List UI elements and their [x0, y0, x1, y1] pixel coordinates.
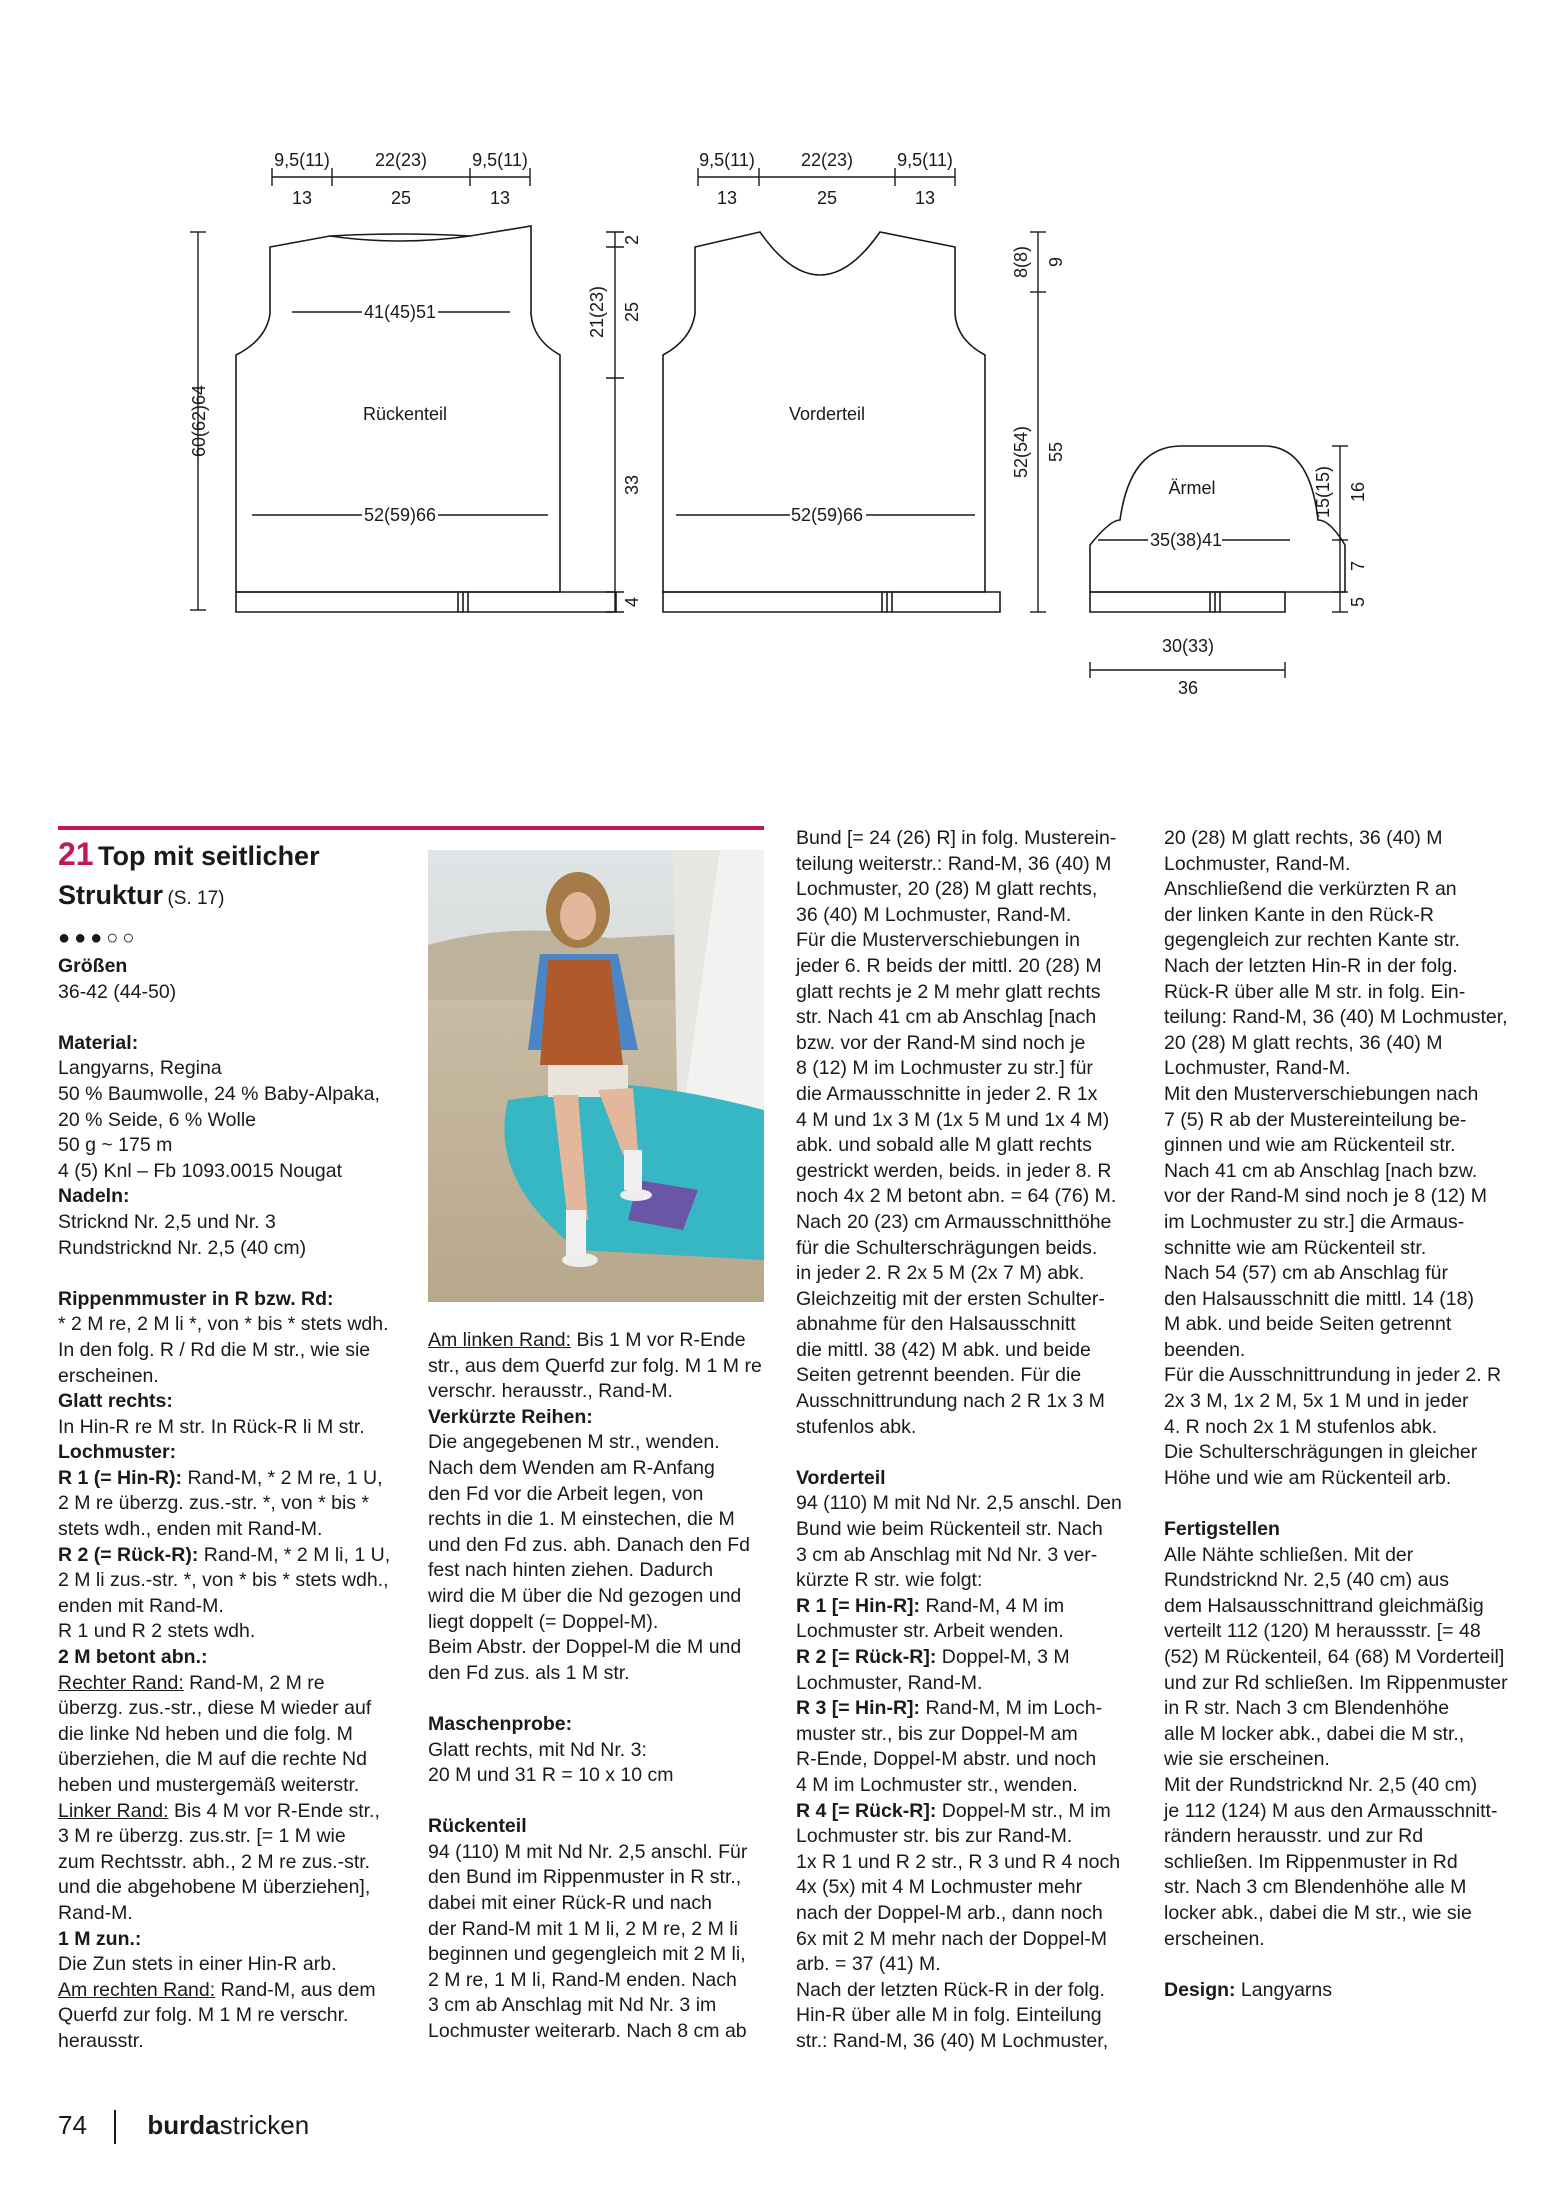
text-line: Alle Nähte schließen. Mit der [1164, 1543, 1414, 1566]
text-line: herausstr. [58, 2029, 144, 2052]
text-line: Bund wie beim Rückenteil str. Nach [796, 1518, 1103, 1541]
text-line: M abk. und beide Seiten getrennt [1164, 1313, 1452, 1336]
text-line: Verkürzte Reihen: [428, 1405, 593, 1428]
pattern-header [58, 827, 418, 950]
back-top-dim-2: 22(23) [374, 150, 428, 170]
text-line: in R str. Nach 3 cm Blendenhöhe [1164, 1697, 1450, 1720]
text-line [1164, 1978, 1524, 2004]
text-line: Die Zun stets in einer Hin-R arb. [58, 1953, 337, 1976]
inline-text: Rand-M, 4 M im [920, 1594, 1065, 1617]
text-column-3 [796, 826, 1136, 2055]
inline-label: Rechter Rand: [58, 1671, 184, 1694]
text-line: Nach 20 (23) cm Armausschnitthöhe [796, 1210, 1112, 1233]
schematic-drawing [0, 0, 1551, 720]
inline-label: Am rechten Rand: [58, 1978, 216, 2001]
back-top-dim2-1: 13 [291, 188, 313, 208]
front-height-a: 52(54) [1011, 425, 1031, 479]
text-line: Material: [58, 1031, 139, 1054]
text-line: für die Schulterschrägungen beids. [796, 1236, 1098, 1259]
sleeve-side: 7 [1348, 560, 1368, 572]
back-width-lower: 52(59)66 [363, 505, 437, 525]
text-line: Anschließend die verkürzten R an [1164, 878, 1457, 901]
text-line: rechts in die 1. M einstechen, die M [428, 1508, 735, 1531]
inline-text: Langyarns [1235, 1978, 1332, 2001]
text-line: 20 (28) M glatt rechts, 36 (40) M [1164, 827, 1443, 849]
text-line: 36-42 (44-50) [58, 980, 177, 1003]
text-line: muster str., bis zur Doppel-M am [796, 1722, 1078, 1745]
inline-text: Doppel-M str., M im [936, 1799, 1111, 1822]
text-line: 20 M und 31 R = 10 x 10 cm [428, 1764, 674, 1787]
text-line: Seiten getrennt beenden. Für die [796, 1364, 1082, 1387]
paragraph-gap [428, 1789, 768, 1815]
back-top-dim-3: 9,5(11) [472, 150, 528, 170]
back-top-dim2-2: 25 [390, 188, 412, 208]
text-line: In den folg. R / Rd die M str., wie sie [58, 1338, 371, 1361]
text-line: Querfd zur folg. M 1 M re verschr. [58, 2004, 349, 2027]
inline-text: Bis 1 M vor R-Ende [571, 1329, 746, 1351]
text-line: die mittl. 38 (42) M abk. und beide [796, 1338, 1091, 1361]
text-line: und den Fd zus. abh. Danach den Fd [428, 1533, 750, 1556]
text-line: 20 % Seide, 6 % Wolle [58, 1108, 256, 1131]
front-width-lower: 52(59)66 [790, 505, 864, 525]
text-line: und zur Rd schließen. Im Rippenmuster [1164, 1671, 1508, 1694]
text-line: den Bund im Rippenmuster in R str., [428, 1866, 742, 1889]
text-line: gegengleich zur rechten Kante str. [1164, 929, 1460, 952]
text-line: fest nach hinten ziehen. Dadurch [428, 1559, 714, 1582]
page-number: 74 [58, 2110, 87, 2140]
text-line: str.: Rand-M, 36 (40) M Lochmuster, [796, 2029, 1109, 2052]
text-line: Lochmuster, 20 (28) M glatt rechts, [796, 878, 1098, 901]
text-line: der Rand-M mit 1 M li, 2 M re, 2 M li [428, 1917, 738, 1940]
inline-label: Am linken Rand: [428, 1329, 572, 1351]
text-line: Hin-R über alle M in folg. Einteilung [796, 2004, 1102, 2027]
back-rib-dim: 4 [622, 596, 642, 608]
back-height-total: 60(62)64 [189, 384, 209, 458]
text-line: Die Schulterschrägungen in gleicher [1164, 1441, 1478, 1464]
text-line: Fertigstellen [1164, 1518, 1280, 1541]
text-column-4 [1164, 826, 1524, 2003]
back-label: Rückenteil [362, 404, 448, 424]
front-height-b: 55 [1046, 441, 1066, 463]
text-line: Langyarns, Regina [58, 1057, 222, 1080]
inline-text: Rand-M, * 2 M li, 1 U, [198, 1543, 391, 1566]
model-photo [428, 850, 764, 1302]
text-line: Lochmuster: [58, 1441, 177, 1464]
text-line: 94 (110) M mit Nd Nr. 2,5 anschl. Für [428, 1840, 748, 1863]
text-line: str. Nach 3 cm Blendenhöhe alle M [1164, 1876, 1467, 1899]
text-line: 50 g ~ 175 m [58, 1134, 173, 1157]
back-armhole-b: 25 [622, 301, 642, 323]
inline-label: R 1 (= Hin-R): [58, 1466, 183, 1489]
text-line: erscheinen. [58, 1364, 159, 1387]
text-line: arb. = 37 (41) M. [796, 1953, 941, 1976]
text-line: bzw. vor der Rand-M sind noch je [796, 1031, 1086, 1054]
text-line: Größen [58, 955, 128, 977]
inline-label: Linker Rand: [58, 1799, 169, 1822]
text-line: rändern herausstr. und zur Rd [1164, 1825, 1424, 1848]
text-line: Beim Abstr. der Doppel-M die M und [428, 1636, 742, 1659]
text-line: 1 M zun.: [58, 1927, 142, 1950]
front-neck-a: 8(8) [1011, 245, 1031, 279]
text-line: str., aus dem Querfd zur folg. M 1 M re [428, 1354, 762, 1377]
text-line: überzg. zus.-str., diese M wieder auf [58, 1697, 372, 1720]
text-line: Gleichzeitig mit der ersten Schulter- [796, 1287, 1105, 1310]
text-line: locker abk., dabei die M str., wie sie [1164, 1901, 1472, 1924]
text-line: Nach 41 cm ab Anschlag [nach bzw. [1164, 1159, 1478, 1182]
text-line: ginnen und wie am Rückenteil str. [1164, 1134, 1456, 1157]
text-line: 50 % Baumwolle, 24 % Baby-Alpaka, [58, 1082, 380, 1105]
front-top-dim-1: 9,5(11) [699, 150, 755, 170]
text-line: 20 (28) M glatt rechts, 36 (40) M [1164, 1031, 1443, 1054]
text-line: beenden. [1164, 1338, 1246, 1361]
inline-label: R 4 [= Rück-R]: [796, 1799, 937, 1822]
text-line: Rundstricknd Nr. 2,5 (40 cm) [58, 1236, 307, 1259]
text-line: In Hin-R re M str. In Rück-R li M str. [58, 1415, 365, 1438]
text-line: Lochmuster weiterarb. Nach 8 cm ab [428, 2020, 747, 2043]
text-line [58, 1799, 418, 1825]
difficulty-rating: ●●●○○ [58, 927, 139, 949]
text-line: Rand-M. [58, 1901, 133, 1924]
text-line: beginnen und gegengleich mit 2 M li, [428, 1943, 746, 1966]
text-line: Glatt rechts: [58, 1390, 173, 1413]
text-line: R 1 und R 2 stets wdh. [58, 1620, 256, 1643]
inline-label: R 1 [= Hin-R]: [796, 1594, 921, 1617]
text-line: 7 (5) R ab der Mustereinteilung be- [1164, 1108, 1467, 1131]
inline-label: Design: [1164, 1978, 1236, 2001]
text-line [796, 1696, 1136, 1722]
text-line: 4x (5x) mit 4 M Lochmuster mehr [796, 1876, 1083, 1899]
text-line: der linken Kante in den Rück-R [1164, 903, 1434, 926]
text-line: heben und mustergemäß weiterstr. [58, 1774, 360, 1796]
text-line: liegt doppelt (= Doppel-M). [428, 1610, 659, 1633]
sleeve-width-lower-b: 36 [1177, 678, 1199, 698]
back-top-dim-1: 9,5(11) [274, 150, 330, 170]
text-line: Rippenmmuster in R bzw. Rd: [58, 1287, 334, 1310]
footer-divider [114, 2110, 116, 2144]
text-line: stets wdh., enden mit Rand-M. [58, 1518, 323, 1541]
back-width-upper: 41(45)51 [363, 302, 437, 322]
text-line: Maschenprobe: [428, 1712, 573, 1735]
text-line: Für die Ausschnittrundung in jeder 2. R [1164, 1364, 1502, 1387]
text-column-2 [428, 1328, 768, 2045]
text-line [796, 1645, 1136, 1671]
text-line: den Fd zus. als 1 M str. [428, 1661, 630, 1684]
text-line: enden mit Rand-M. [58, 1594, 224, 1617]
back-top-dim2-3: 13 [489, 188, 511, 208]
text-line [58, 1543, 418, 1569]
text-line: verschr. herausstr., Rand-M. [428, 1380, 673, 1403]
text-line: abk. und sobald alle M glatt rechts [796, 1134, 1092, 1157]
text-line: abnahme für den Halsausschnitt [796, 1313, 1076, 1336]
text-line: 2 M li zus.-str. *, von * bis * stets wdh., [58, 1569, 389, 1592]
sleeve-label: Ärmel [1168, 478, 1216, 498]
inline-text: Rand-M, M im Loch- [920, 1697, 1103, 1720]
front-top-dim-3: 9,5(11) [897, 150, 953, 170]
text-line: str. Nach 41 cm ab Anschlag [nach [796, 1006, 1097, 1029]
text-line: Rück-R über alle M str. in folg. Ein- [1164, 980, 1466, 1003]
text-line [796, 1799, 1136, 1825]
text-line: schließen. Im Rippenmuster in Rd [1164, 1850, 1458, 1873]
text-line: kürzte R str. wie folgt: [796, 1569, 983, 1592]
text-line: zum Rechtsstr. abh., 2 M re zus.-str. [58, 1850, 371, 1873]
text-line: wird die M über die Nd gezogen und [428, 1584, 742, 1607]
schematic-main [0, 0, 1551, 720]
text-line [58, 1466, 418, 1492]
back-body: 33 [622, 474, 642, 496]
text-line: 4 M und 1x 3 M (1x 5 M und 1x 4 M) [796, 1108, 1110, 1131]
text-line: dabei mit einer Rück-R und nach [428, 1892, 712, 1915]
text-line: 2 M betont abn.: [58, 1646, 208, 1669]
text-line: 36 (40) M Lochmuster, Rand-M. [796, 903, 1072, 926]
inline-text: Rand-M, * 2 M re, 1 U, [182, 1466, 383, 1489]
page-reference: (S. 17) [167, 888, 225, 909]
text-line: Rückenteil [428, 1815, 527, 1838]
text-line: 2x 3 M, 1x 2 M, 5x 1 M und in jeder [1164, 1390, 1469, 1413]
text-line: * 2 M re, 2 M li *, von * bis * stets wdh. [58, 1313, 389, 1336]
text-line: Nach der letzten Rück-R in der folg. [796, 1978, 1105, 2001]
text-line: im Lochmuster zu str.] die Armaus- [1164, 1210, 1465, 1233]
text-line: Vorderteil [796, 1466, 886, 1489]
text-line: den Fd vor die Arbeit legen, von [428, 1482, 704, 1505]
paragraph-gap [796, 1440, 1136, 1466]
text-line: teilung: Rand-M, 36 (40) M Lochmuster, [1164, 1006, 1508, 1029]
text-line: Mit der Rundstricknd Nr. 2,5 (40 cm) [1164, 1773, 1478, 1796]
sleeve-width-lower-a: 30(33) [1161, 636, 1215, 656]
text-line: Nach der letzten Hin-R in der folg. [1164, 954, 1458, 977]
text-line: Für die Musterverschiebungen in [796, 929, 1080, 952]
text-line: erscheinen. [1164, 1927, 1265, 1950]
text-line: und die abgehobene M überziehen], [58, 1876, 371, 1899]
back-shoulder: 2 [622, 234, 642, 246]
inline-label: R 3 [= Hin-R]: [796, 1697, 921, 1720]
text-line: überziehen, die M auf die rechte Nd [58, 1748, 367, 1771]
text-line: Höhe und wie am Rückenteil arb. [1164, 1466, 1452, 1489]
brand-logo: burdastricken [147, 2110, 310, 2140]
paragraph-gap [58, 1261, 418, 1287]
paragraph-gap [428, 1686, 768, 1712]
text-line: Mit den Musterverschiebungen nach [1164, 1082, 1479, 1105]
inline-label: R 2 (= Rück-R): [58, 1543, 199, 1566]
sleeve-width-upper: 35(38)41 [1149, 530, 1223, 550]
text-line: Lochmuster, Rand-M. [796, 1671, 983, 1694]
text-line: Nach dem Wenden am R-Anfang [428, 1456, 715, 1479]
front-neck-b: 9 [1046, 256, 1066, 268]
inline-text: Doppel-M, 3 M [936, 1646, 1070, 1668]
text-line: in jeder 2. R 2x 5 M (2x 7 M) abk. [796, 1262, 1085, 1285]
text-line: 4. R noch 2x 1 M stufenlos abk. [1164, 1415, 1438, 1438]
text-line: Lochmuster str. Arbeit wenden. [796, 1620, 1064, 1643]
text-line: 8 (12) M im Lochmuster zu str.] für [796, 1057, 1093, 1080]
text-line: verteilt 112 (120) M heraussstr. [= 48 [1164, 1620, 1481, 1643]
text-line: (52) M Rückenteil, 64 (68) M Vorderteil] [1164, 1646, 1505, 1668]
text-line: schnitte wie am Rückenteil str. [1164, 1236, 1427, 1259]
front-top-dim-2: 22(23) [800, 150, 854, 170]
text-line: alle M locker abk., dabei die M str., [1164, 1722, 1465, 1745]
text-line [58, 1978, 418, 2004]
text-line: 4 M im Lochmuster str., wenden. [796, 1773, 1078, 1796]
paragraph-gap [58, 1005, 418, 1031]
text-column-1 [58, 954, 418, 2055]
text-line: Nach 54 (57) cm ab Anschlag für [1164, 1262, 1448, 1285]
back-armhole-a: 21(23) [587, 285, 607, 339]
text-line: Glatt rechts, mit Nd Nr. 3: [428, 1738, 647, 1761]
text-line: die linke Nd heben und die folg. M [58, 1722, 353, 1745]
text-line: je 112 (124) M aus den Armausschnitt- [1164, 1799, 1498, 1822]
text-line: 2 M re überzg. zus.-str. *, von * bis * [58, 1492, 370, 1515]
text-line: jeder 6. R beids der mittl. 20 (28) M [796, 954, 1102, 977]
text-line [796, 1594, 1136, 1620]
text-line: 2 M re, 1 M li, Rand-M enden. Nach [428, 1968, 737, 1991]
paragraph-gap [1164, 1952, 1524, 1978]
page-footer [58, 2110, 309, 2144]
inline-label: R 2 [= Rück-R]: [796, 1646, 937, 1668]
text-line: nach der Doppel-M arb., dann noch [796, 1901, 1103, 1924]
text-line: stufenlos abk. [796, 1415, 917, 1438]
text-line: vor der Rand-M sind noch je 8 (12) M [1164, 1185, 1487, 1208]
text-line: Nadeln: [58, 1185, 130, 1208]
text-line: 3 cm ab Anschlag mit Nd Nr. 3 ver- [796, 1543, 1098, 1566]
text-line: Ausschnittrundung nach 2 R 1x 3 M [796, 1390, 1105, 1413]
text-line: glatt rechts je 2 M mehr glatt rechts [796, 980, 1101, 1003]
inline-text: Rand-M, aus dem [215, 1978, 376, 2001]
text-line: Lochmuster, Rand-M. [1164, 1057, 1351, 1080]
pattern-number: 21 [58, 836, 94, 872]
pattern-title-2: Struktur [58, 880, 164, 910]
text-line: die Armausschnitte in jeder 2. R 1x [796, 1082, 1098, 1105]
front-top-dim2-2: 25 [816, 188, 838, 208]
text-line: 6x mit 2 M mehr nach der Doppel-M [796, 1927, 1108, 1950]
text-line: noch 4x 2 M betont abn. = 64 (76) M. [796, 1185, 1117, 1208]
inline-text: Bis 4 M vor R-Ende str., [168, 1799, 380, 1822]
text-line: teilung weiterstr.: Rand-M, 36 (40) M [796, 852, 1112, 875]
text-line: Rundstricknd Nr. 2,5 (40 cm) aus [1164, 1569, 1450, 1592]
text-line: Lochmuster str. bis zur Rand-M. [796, 1825, 1073, 1848]
sleeve-rib-dim: 5 [1348, 596, 1368, 608]
text-line [58, 1671, 418, 1697]
sleeve-cap-b: 16 [1348, 481, 1368, 503]
text-line [428, 1328, 768, 1354]
text-line: Die angegebenen M str., wenden. [428, 1431, 720, 1454]
text-line: 94 (110) M mit Nd Nr. 2,5 anschl. Den [796, 1492, 1122, 1515]
text-line: 1x R 1 und R 2 str., R 3 und R 4 noch [796, 1850, 1121, 1873]
pattern-title-1: Top mit seitlicher [98, 841, 320, 871]
front-top-dim2-1: 13 [716, 188, 738, 208]
text-line: Lochmuster, Rand-M. [1164, 852, 1351, 875]
text-line: gestrickt werden, beids. in jeder 8. R [796, 1159, 1112, 1182]
text-line: 3 cm ab Anschlag mit Nd Nr. 3 im [428, 1994, 717, 2017]
front-label: Vorderteil [788, 404, 866, 424]
text-line: 4 (5) Knl – Fb 1093.0015 Nougat [58, 1159, 343, 1182]
sleeve-cap-a: 15(15) [1313, 465, 1333, 519]
front-top-dim2-3: 13 [914, 188, 936, 208]
text-line: den Halsausschnitt die mittl. 14 (18) [1164, 1287, 1474, 1310]
text-line: wie sie erscheinen. [1164, 1748, 1330, 1771]
inline-text: Rand-M, 2 M re [183, 1671, 325, 1694]
text-line: 3 M re überzg. zus.str. [= 1 M wie [58, 1825, 346, 1848]
text-line: Bund [= 24 (26) R] in folg. Musterein- [796, 827, 1117, 849]
text-line: R-Ende, Doppel-M abstr. und noch [796, 1748, 1097, 1771]
text-line: Stricknd Nr. 2,5 und Nr. 3 [58, 1210, 276, 1233]
paragraph-gap [1164, 1491, 1524, 1517]
text-line: dem Halsausschnittrand gleichmäßig [1164, 1594, 1484, 1617]
